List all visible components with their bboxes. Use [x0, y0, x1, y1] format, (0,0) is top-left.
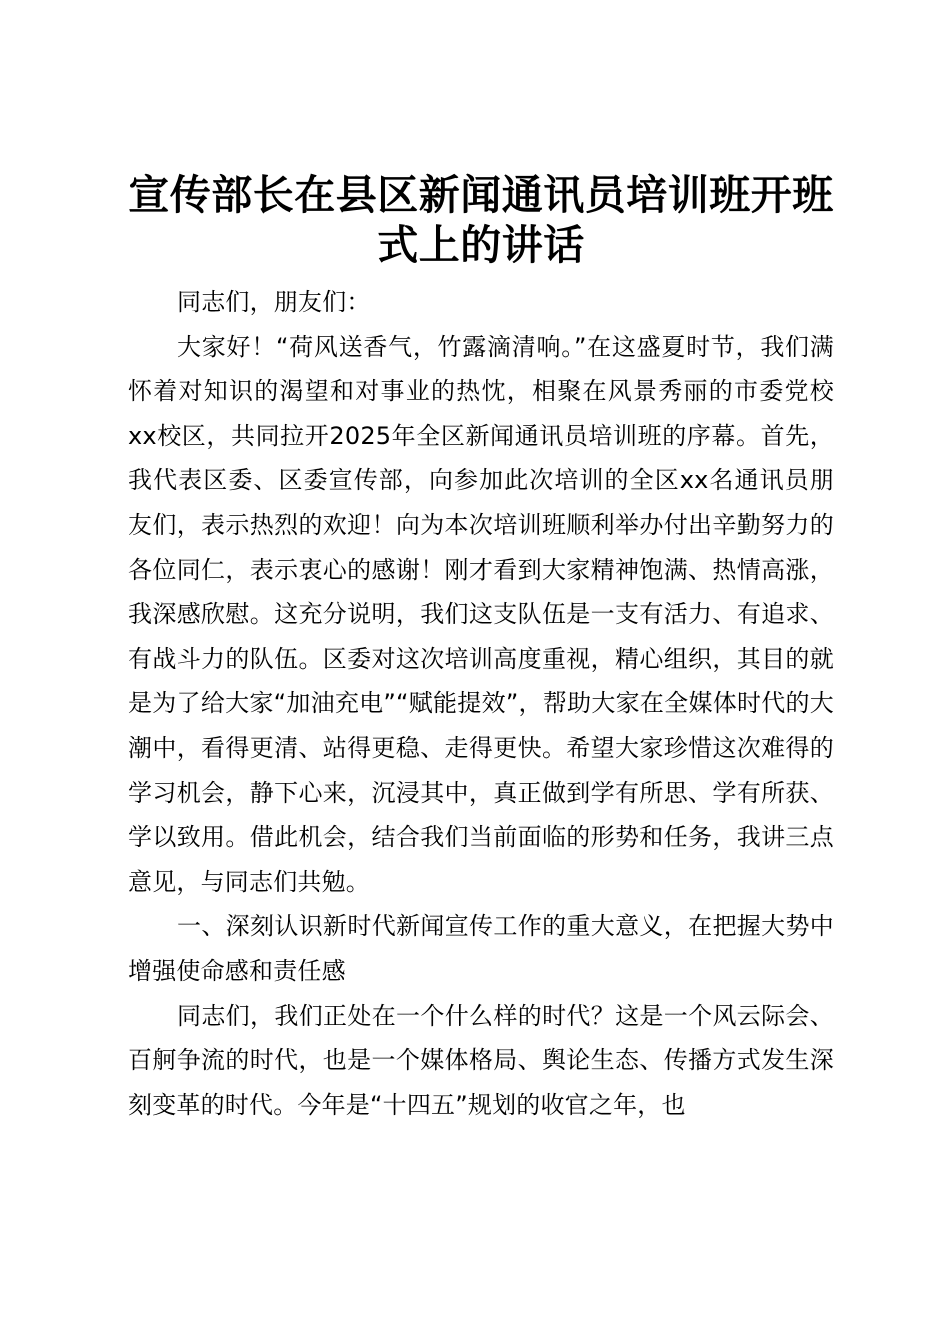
- opening-paragraph: 大家好！“荷风送香气，竹露滴清响。”在这盛夏时节，我们满怀着对知识的渴望和对事业的热忱，相聚在风景秀丽的市委党校xx校区，共同拉开2025年全区新闻通讯员培训班的序幕。首先，我代表区委、区委宣传部，向参加此次培训的全区xx名通讯员朋友们，表示热烈的欢迎！向为本次培训班顺利举办付出辛勤努力的各位同仁，表示衷心的感谢！刚才看到大家精神饱满、热情高涨，我深感欣慰。这充分说明，我们这支队伍是一支有活力、有追求、有战斗力的队伍。区委对这次培训高度重视，精心组织，其目的就是为了给大家“加油充电”“赋能提效”，帮助大家在全媒体时代的大潮中，看得更清、站得更稳、走得更快。希望大家珍惜这次难得的学习机会，静下心来，沉浸其中，真正做到学有所思、学有所获、学以致用。借此机会，结合我们当前面临的形势和任务，我讲三点意见，与同志们共勉。: [128, 332, 834, 896]
- document-body: [128, 170, 834, 1127]
- document-title: 宣传部长在县区新闻通讯员培训班开班式上的讲话: [128, 171, 834, 269]
- greeting-paragraph: 同志们，朋友们：: [177, 288, 371, 316]
- section-heading: 一、深刻认识新时代新闻宣传工作的重大意义，在把握大势中增强使命感和责任感: [128, 912, 834, 985]
- body-paragraph: 同志们，我们正处在一个什么样的时代？这是一个风云际会、百舸争流的时代，也是一个媒体格局、舆论生态、传播方式发生深刻变革的时代。今年是“十四五”规划的收官之年，也: [128, 1001, 834, 1119]
